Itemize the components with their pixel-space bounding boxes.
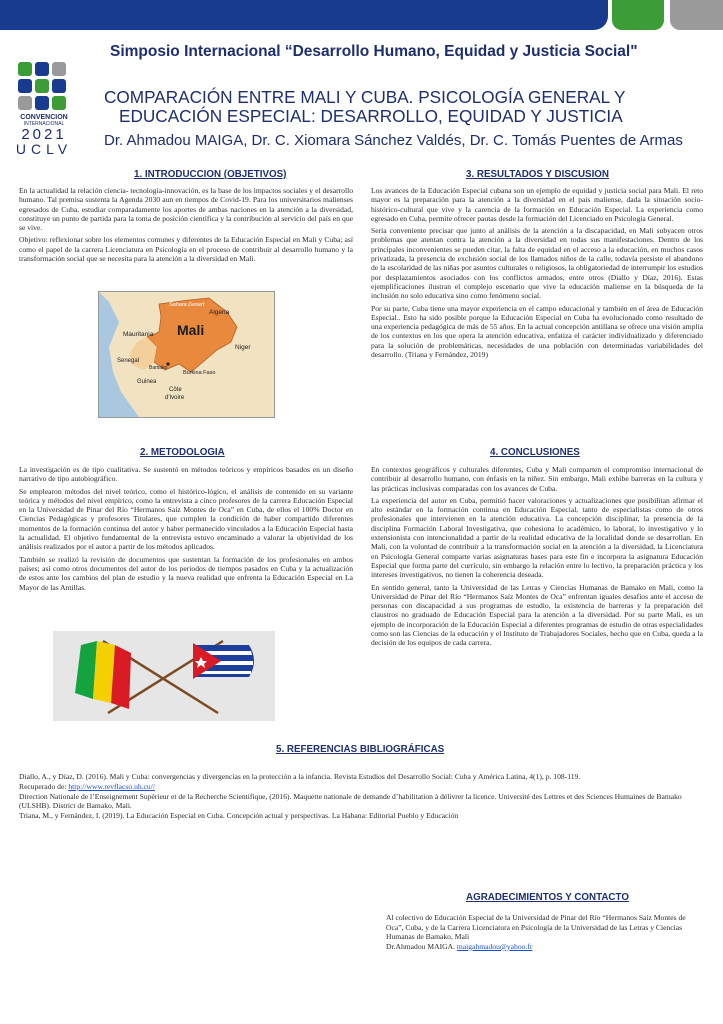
top-banner	[0, 0, 723, 36]
heading-conclusions: 4. CONCLUSIONES	[490, 447, 580, 458]
poster-title-line2: EDUCACIÓN ESPECIAL: DESARROLLO, EQUIDAD Y JUSTICIA	[119, 106, 623, 126]
map-label-mauritania: Mauritania	[123, 331, 154, 338]
heading-results: 3. RESULTADOS Y DISCUSION	[466, 169, 609, 180]
logo-square	[35, 79, 49, 93]
reference-1-url-line	[19, 782, 709, 792]
heading-introduction: 1. INTRODUCCION (OBJETIVOS)	[134, 169, 287, 180]
map-label-algeria: Algeria	[209, 309, 230, 316]
logo-text-uclv: UCLV	[15, 141, 73, 157]
symposium-title: Simposio Internacional “Desarrollo Humano, Equidad y Justicia Social"	[110, 43, 638, 60]
cuba-flag	[193, 643, 254, 679]
results-text	[371, 186, 703, 362]
logo-square	[35, 62, 49, 76]
logo-square	[18, 62, 32, 76]
contact-email-link[interactable]: maigahmadou@yahoo.fr	[456, 941, 533, 951]
poster-title-line1: COMPARACIÓN ENTRE MALI Y CUBA. PSICOLOGÍA GENERAL Y	[104, 87, 626, 107]
map-label-cote: Côte	[169, 387, 182, 393]
reference-1-link[interactable]: http://www.revflacso.uh.cu//	[68, 781, 155, 791]
logo-text-convencion: CONVENCION	[20, 114, 68, 121]
intro-paragraph-2: Objetivo: reflexionar sobre los elementos comunes y diferentes de la Educación Especial en Mali y Cuba; así como el papel de la carrera Licenciatura en Psicología en el proceso de contribuir al desarrollo humano y la transformación social que se necesita para la atención a la diversidad en Mali.	[19, 235, 353, 264]
convention-logo	[14, 62, 74, 156]
map-label-burkina: Burkina Faso	[183, 370, 216, 376]
map-label-bamako: Bamako	[149, 365, 168, 371]
logo-text-year: 2021	[21, 126, 67, 143]
mali-map	[98, 291, 275, 418]
heading-references: 5. REFERENCIAS BIBLIOGRÁFICAS	[276, 744, 445, 755]
map-label-sahara: Sahara Desert	[169, 302, 205, 308]
contact-name: Dr.Ahmadou MAIGA.	[386, 941, 457, 951]
method-paragraph-1: La investigación es de tipo cualitativa. Se sustentó en métodos teóricos y empíricos basados en un diseño narrativo de tipo autobiográfico.	[19, 465, 353, 484]
logo-square	[18, 79, 32, 93]
reference-1: Diallo, A., y Díaz, D. (2016). Mali y Cuba: convergencias y divergencias en la protección a la infancia. Revista Estudios del Desarrollo Social: Cuba y América Latina, 4(1), p. 108-119.	[19, 772, 581, 781]
conclusions-paragraph-2: La experiencia del autor en Cuba, permitió hacer valoraciones y actualizaciones que posibilitan afirmar el alto estándar en la formación continua en Educación Especial, tanto de especialistas como de otros profesionales que intervienen en la atención educativa. La concepción disciplinar, la presencia de la disciplina Formación Laboral Investigativa, que cohesiona lo académico, lo laboral, lo investigativo y lo extensionista con intencionalidad a partir de la realidad educativa de la localidad donde se desarrollan. En Mali, con la voluntad de contribuir a la transformación social en la atención a la diversidad, la Licenciatura en Psicología General comparte varias asignaturas bases para este fin e incorpora la asignatura Educación Especial que forma parte del currículo, sin embargo la relación entre lo lectivo, la preparación práctica y los intereses investigativos, no tienen la coherencia deseada.	[371, 495, 703, 580]
intro-text	[19, 186, 353, 266]
banner-green-tab	[612, 0, 664, 30]
logo-text-internacional: INTERNACIONAL	[23, 121, 65, 127]
map-label-divoire: d'Ivoire	[165, 395, 185, 401]
logo-square	[52, 79, 66, 93]
map-label-mali: Mali	[177, 322, 205, 338]
acknowledgements-paragraph: Al colectivo de Educación Especial de la Universidad de Pinar del Río “Hermanos Saíz Montes de Oca”, Cuba, y de la Carrera Licenciatura en Psicología de la Universidad de las Letras y Ciencias Humanas de Bamako, Mali	[386, 913, 686, 942]
reference-1-url-label: Recuperado de:	[19, 781, 69, 791]
method-paragraph-2: Se emplearon métodos del nivel teórico, como el histórico-lógico, el análisis de contenido en su variante teórica y métodos del nivel empírico, como la entrevista a cinco profesores de la carrera Educación Especial en la Universidad de Pinar del Río “Hermanos Saíz Montes de Oca” en Cuba, de ellos el 100% Doctor en Ciencias Pedagógicas y profesores Titulares, que cumplen la condición de haber compartido diferentes momentos de la formación continua del autor y haber permanecido vinculados a la Educación Especial hasta la actualidad. El objetivo fundamental de la entrevista estuvo encaminado a valorar la objetividad de los análisis realizados por el autor a partir de los métodos aplicados.	[19, 486, 353, 552]
map-label-guinea: Guinea	[137, 379, 157, 385]
conclusions-paragraph-1: En contextos geográficos y culturales diferentes, Cuba y Mali comparten el compromiso internacional de contribuir al desarrollo humano, con énfasis en la niñez. Sin embargo, Mali exhibe barreras en la cultura y las prácticas inclusivas comparadas con los avances de Cuba.	[371, 465, 703, 493]
acknowledgements-text	[386, 913, 704, 951]
authors-line: Dr. Ahmadou MAIGA, Dr. C. Xiomara Sánchez Valdés, Dr. C. Tomás Puentes de Armas	[104, 132, 683, 149]
method-paragraph-3: También se realizó la revisión de documentos que sustentan la formación de los profesionales en ambos países; así como otros documentos del autor de los periodos de tiempos pasados en Cuba y la actualización de estos ante los cambios del plan de estudio y la nueva realidad que enfrenta la Educación Especial en La Mayor de las Antillas.	[19, 554, 353, 592]
map-label-niger: Niger	[235, 344, 251, 351]
conclusions-text	[371, 465, 703, 651]
results-paragraph-2: Sería conveniente precisar que junto al análisis de la atención a la discapacidad, en Mali subyacen otros problemas que atentan contra la atención a la diversidad en todas sus manifestaciones. Dentro de los principales inconvenientes se pueden citar, la falta de equidad en el acceso a la educación, en muchos casos privatizada, la presencia de exclusión social de los llamados niños de la calle, todavía persiste el abandono de la escolaridad de las niñas por asuntos culturales o religiosos, la obligatoriedad de interrumpir los estudios por desplazamientos asociados con los conflictos armados, entre otros (Diallo y Díaz, 2016). Estas ejemplificaciones ilustran el complejo escenario que vive la educación maliense en la búsqueda de la inclusión no solo educativa sino como fenómeno social.	[371, 226, 703, 301]
map-label-senegal: Senegal	[117, 358, 140, 364]
logo-squares	[18, 62, 74, 110]
poster-title	[104, 88, 664, 126]
banner-blue-strip	[0, 0, 608, 30]
logo-square	[35, 96, 49, 110]
crossed-flags-mali-cuba	[53, 631, 275, 721]
results-paragraph-3: Por su parte, Cuba tiene una mayor experiencia en el campo educacional y también en el área de Educación Especial.. Esto ha sido posible porque la Educación Especial en Cuba ha evolucionado como resultado de una experiencia pedagógica de más de 55 años. En la actual concepción antillana se ofrece una visión amplia de los contextos en los que opera la atención educativa, enfatiza el carácter individualizado y diferenciado para la solución de problemáticas, necesidades de una población con determinadas variabilidades del desarrollo. (Triana y Fernández, 2019)	[371, 303, 703, 360]
contact-line	[386, 942, 704, 952]
results-paragraph-1: Los avances de la Educación Especial cubana son un ejemplo de equidad y justicia social para Mali. El reto mayor es la preparación para la atención a la diversidad en el país maliense, dada la situación socio-histórico-cultural que vive y la carencia de la formación en Educación Especial. La experiencia como egresado en Cuba, permite ofrecer pautas desde la formación del Licenciado en Psicología General.	[371, 186, 703, 223]
heading-acknowledgements: AGRADECIMIENTOS Y CONTACTO	[466, 892, 629, 903]
method-text	[19, 465, 353, 595]
intro-paragraph-1: En la actualidad la relación ciencia- tecnología-innovación, es la base de los impactos sociales y el desarrollo humano. Tal premisa sustenta la Agenda 2030 aun en tiempos de Covid-19. Para los universitarios malienses egresados de Cuba, estudiar comparadamente los aportes de ambas naciones en la atención a la diversidad, constituye un punto de partida para la toma de posición científica y la contribución al servicio del país en que se vive.	[19, 186, 353, 233]
logo-square	[18, 96, 32, 110]
heading-methodology: 2. METODOLOGIA	[140, 447, 225, 458]
reference-3: Triana, M., y Fernández, I. (2019). La Educación Especial en Cuba. Concepción actual y perspectivas. La Habana: Editorial Pueblo y Educación	[19, 811, 459, 821]
logo-square	[52, 96, 66, 110]
reference-2: Direction Nationale de l’Enseignement Supérieur et de la Recherche Scientifique, (2016). Maquette nationale de demande d’habilitation à délivrer la licence. Université des Lettres et des Sciences Humaines de Bamako (ULSHB). District de Bamako, Mali.	[19, 791, 682, 811]
logo-square	[52, 62, 66, 76]
banner-gray-tab	[670, 0, 723, 30]
references-list	[19, 772, 709, 821]
conclusions-paragraph-3: En sentido general, tanto la Universidad de las Letras y Ciencias Humanas de Bamako en Mali, como la Universidad de Pinar del Río “Hermanos Saíz Montes de Oca” enfrentan iguales desafíos ante el acceso de personas con discapacidad a sus programas de estudio, la existencia de barreras y la preparación del claustros no graduado de Educación Especial para la atención a la diversidad. Por su parte Mali, es un ejemplo de incorporación de la Educación Especial a diferentes programas de estudio de otras especialidades como son las Ciencias de la educación y el Instituto de Trabajadores Sociales, hecho que en Cuba, queda a la decisión de los equipos de cada carrera.	[371, 582, 703, 648]
